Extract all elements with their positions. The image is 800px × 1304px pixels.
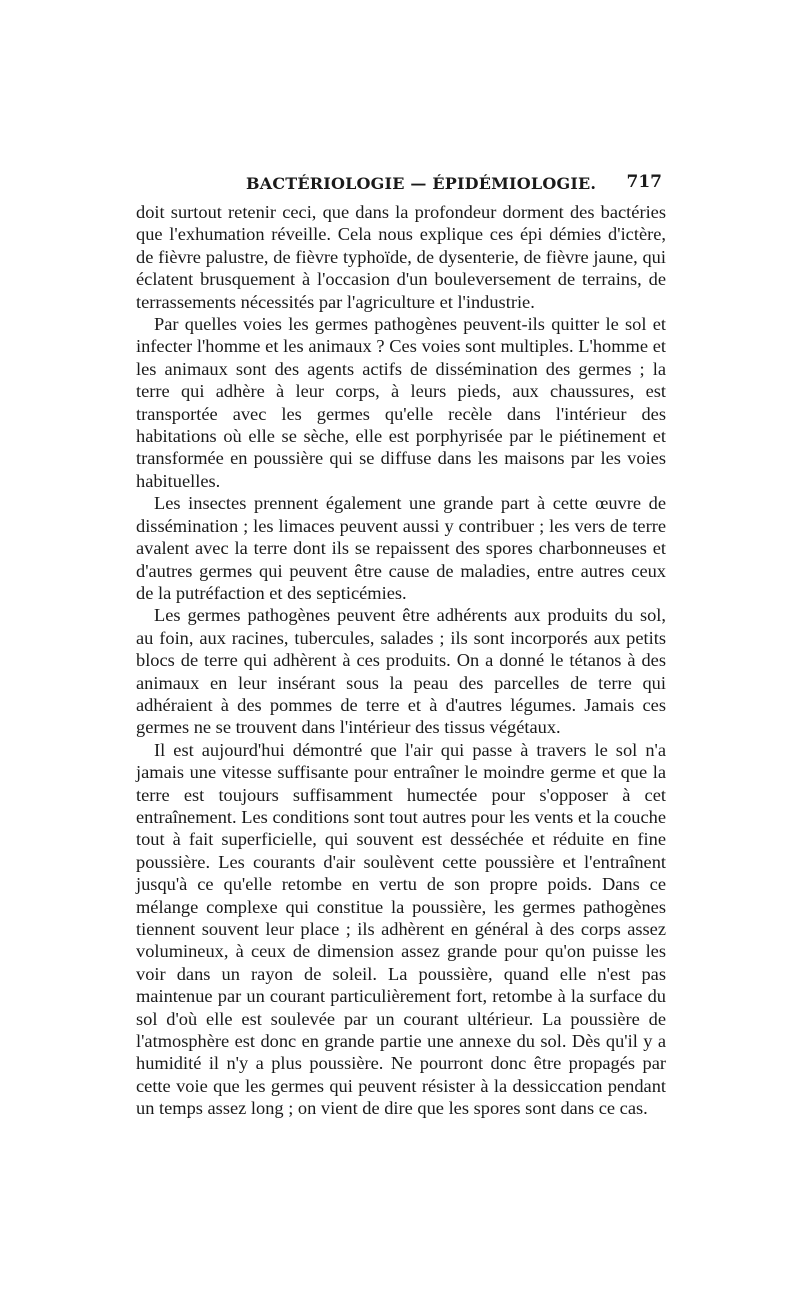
paragraph-soil-products: Les germes pathogènes peuvent être adhérents aux produits du sol, au foin, aux racines, tubercules, salades ; ils sont incorporés aux petits blocs de terre qui adhèrent à ces produits. On a donné le tétanos à des animaux en leur insérant sous la peau des parcelles de terre qui adhéraient à des pommes de terre et à d'autres légumes. Jamais ces germes ne se trouvent dans l'intérieur des tissus végétaux. [136, 605, 666, 738]
page-header [136, 172, 666, 198]
running-title: BACTÉRIOLOGIE — ÉPIDÉMIOLOGIE. [246, 174, 597, 193]
body-text [136, 201, 666, 1120]
page-number: 717 [626, 172, 662, 192]
paragraph-air-dust: Il est aujourd'hui démontré que l'air qui passe à travers le sol n'a jamais une vitesse suffisante pour entraîner le moindre germe et que la terre est toujours suffisamment humectée pour s'opposer à cet entraînement. Les conditions sont tout autres pour les vents et la couche tout à fait superficielle, qui souvent est desséchée et réduite en fine poussière. Les courants d'air soulèvent cette poussière et l'entraînent jusqu'à ce qu'elle retombe en vertu de son propre poids. Dans ce mélange complexe qui constitue la poussière, les germes pathogènes tiennent souvent leur place ; ils adhèrent en général à des corps assez volumineux, à ceux de dimension assez grande pour qu'on puisse les voir dans un rayon de soleil. La poussière, quand elle n'est pas maintenue par un courant particulièrement fort, retombe à la surface du sol d'où elle est soulevée par un courant ultérieur. La poussière de l'atmosphère est donc en grande partie une annexe du sol. Dès qu'il y a humidité il n'y a plus poussière. Ne pourront donc être propagés par cette voie que les germes qui peuvent résister à la dessiccation pendant un temps assez long ; on vient de dire que les spores sont dans ce cas. [136, 739, 666, 1119]
paragraph-insects: Les insectes prennent également une grande part à cette œuvre de dissémination ; les limaces peuvent aussi y contribuer ; les vers de terre avalent avec la terre dont ils se repaissent des spores charbonneuses et d'autres germes qui peuvent être cause de maladies, entre autres ceux de la putréfaction et des septicémies. [136, 493, 666, 603]
paragraph-transmission-routes: Par quelles voies les germes pathogènes peuvent-ils quitter le sol et infecter l'homme et les animaux ? Ces voies sont multiples. L'homme et les animaux sont des agents actifs de dissémination des germes ; la terre qui adhère à leur corps, à leurs pieds, aux chaussures, est transportée avec les germes qu'elle recèle dans l'intérieur des habitations où elle se sèche, elle est porphyrisée par le piétinement et transformée en poussière qui se diffuse dans les maisons par les voies habituelles. [136, 314, 666, 491]
paragraph-continuation: doit surtout retenir ceci, que dans la profondeur dorment des bactéries que l'exhumation réveille. Cela nous explique ces épi démies d'ictère, de fièvre palustre, de fièvre typhoïde, de dysenterie, de fièvre jaune, qui éclatent brusquement à l'occasion d'un bouleversement de terrains, de terrassements nécessités par l'agriculture et l'industrie. [136, 202, 666, 312]
